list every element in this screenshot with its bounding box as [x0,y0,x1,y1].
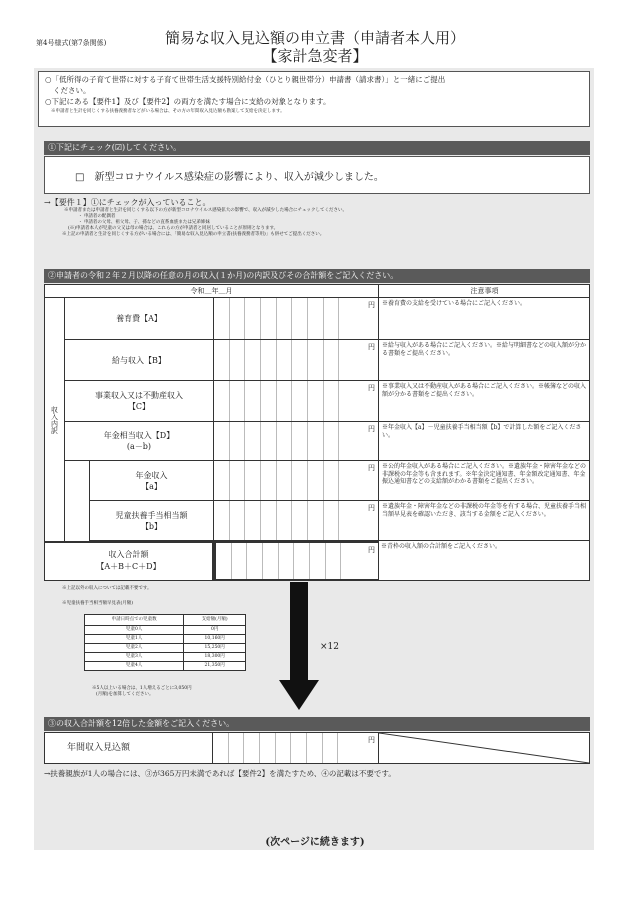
diagonal-line [379,733,589,763]
intro-line-2: ○下記にある【要件1】及び【要件2】の両方を満たす場合に支給の対象となります。 [45,97,331,106]
requirement1-note3: ※上記の申請者と生計を同じくする方がいる場合には、「簡易な収入見込額の申立書(扶養義務者等用)」も併せてご提出ください。 [62,232,325,237]
income-row-label: 事業収入又は不動産収入 【C】 [65,381,214,422]
requirement1-note2: (※)申請者本人が児童の父又は母の場合は、これらの方が申請者と同居していることが原則となります。 [68,226,279,231]
section1-checkbox-box[interactable] [44,156,590,194]
income-row-note: ※公的年金収入がある場合にご記入ください。※遺族年金・障害年金などの非課税の年金等も含まれます。※年金決定通知書、年金額改定通知書、年金振込通知書などの支給額がわかる書類をご提出ください。 [379,461,590,501]
income-row-note: ※事業収入又は不動産収入がある場合にご記入ください。※帳簿などの収入額が分かる書類をご提出ください。 [379,381,590,422]
lookup-foot: ※5人以上いる場合は、1人増えるごとに3,050円 (月額)を加算してください。 [92,686,192,697]
annual-income-row [44,732,590,764]
title-line-2: 【家計急変者】 [262,47,368,65]
notes-header: 注意事項 [379,285,590,298]
title-line-1: 簡易な収入見込額の申立書（申請者本人用） [164,29,465,47]
income-amount-input[interactable]: 円 [214,422,379,461]
income-row-label: 年金相当収入【D】 (a－b) [65,422,214,461]
continue-note: (次ページに続きます) [265,837,365,848]
requirement2-text: →扶養親族が1人の場合には、③が365万円未満であれば【要件2】を満たすため、④の記載は不要です。 [44,769,396,778]
down-arrow-icon [279,582,319,710]
lookup-col2: 支給額(月額) [184,615,246,626]
income-row-note: ※年金収入【a】－児童扶養手当相当額【b】で計算した額をご記入ください。 [379,422,590,461]
income-row-label: 給与収入【B】 [65,340,214,381]
times-12: ×12 [320,642,339,652]
section3-header: ③の収入合計額を12倍した金額をご記入ください。 [44,717,590,731]
income-amount-input[interactable]: 円 [214,298,379,340]
form-number: 第4号様式(第7条関係) [36,39,107,47]
lookup-row: 児童2人 15,250円 [85,644,246,653]
income-row-label: 年金収入 【a】 [89,461,214,501]
income-row-note: ※遺族年金・障害年金などの非課税の年金等を有する場合、児童扶養手当相当額早見表を確認いただき、該当する金額をご記入ください。 [379,501,590,541]
income-amount-input[interactable]: 円 [214,501,379,541]
intro-line-1b: ください。 [53,86,91,95]
intro-box [38,71,590,127]
lookup-row: 児童0人 0円 [85,626,246,635]
income-row-note: ※給与収入がある場合にご記入ください。※給与明細書などの収入額が分かる書類をご提出ください。 [379,340,590,381]
income-row-label: 養育費【A】 [65,298,214,340]
page-title [130,29,500,65]
lookup-row: 児童3人 18,300円 [85,653,246,662]
requirement1-bullet1: ・ 申請者の配偶者 [78,214,116,219]
lookup-col1: 申請日時点での児童数 [85,615,184,626]
annual-income-input[interactable]: 円 [213,733,379,763]
total-label: 収入合計額 【A＋B＋C＋D】 [45,541,214,581]
requirement1-bullet2: ・ 申請者の父母、祖父母、子、孫などの直系血族または兄弟姉妹 [78,220,210,225]
income-amount-input[interactable]: 円 [214,381,379,422]
section2-header: ②申請者の令和２年２月以降の任意の月の収入(１か月)の内訳及びその合計額をご記入ください。 [44,269,590,283]
month-header[interactable]: 令和＿年＿月 [45,285,379,298]
income-amount-input[interactable]: 円 [214,340,379,381]
lookup-row: 児童1人 10,160円 [85,635,246,644]
income-table [44,284,590,581]
intro-note: ※申請者と生計を同じくする扶養義務者などがいる場合は、その方の年間収入見込額も勘案して支給を決定します。 [51,109,285,114]
lookup-row: 児童4人 21,350円 [85,662,246,671]
annual-income-label: 年間収入見込額 [45,733,213,763]
requirement1-note1: ※申請者または申請者と生計を同じくする以下の方が新型コロナウイルス感染拡大の影響で、収入が減少した場合にチェックしてください。 [64,208,347,213]
total-amount-input[interactable]: 円 [214,541,379,581]
below-note1: ※上記以外の収入については記載不要です。 [62,586,152,591]
income-breakdown-label: 収入内訳 [45,298,65,541]
income-row-note: ※養育費の支給を受けている場合にご記入ください。 [379,298,590,340]
requirement1 [44,197,590,238]
income-amount-input[interactable]: 円 [214,461,379,501]
income-row-label: 児童扶養手当相当額 【b】 [89,501,214,541]
intro-line-1: ○「低所得の子育て世帯に対する子育て世帯生活支援特別給付金（ひとり親世帯分）申請書（請求書）」と一緒にご提出 [45,75,446,84]
section1-header: ①下記にチェック(☑)してください。 [44,141,590,155]
requirement1-main: →【要件１】①にチェックが入っていること。 [44,198,211,207]
lookup-table [84,614,246,671]
total-note: ※青枠の収入額の合計額をご記入ください。 [381,543,502,550]
covid-income-checkbox[interactable]: □ 新型コロナウイルス感染症の影響により、収入が減少しました。 [75,171,384,183]
lookup-table-title: ※児童扶養手当相当額早見表(月額) [62,601,134,606]
